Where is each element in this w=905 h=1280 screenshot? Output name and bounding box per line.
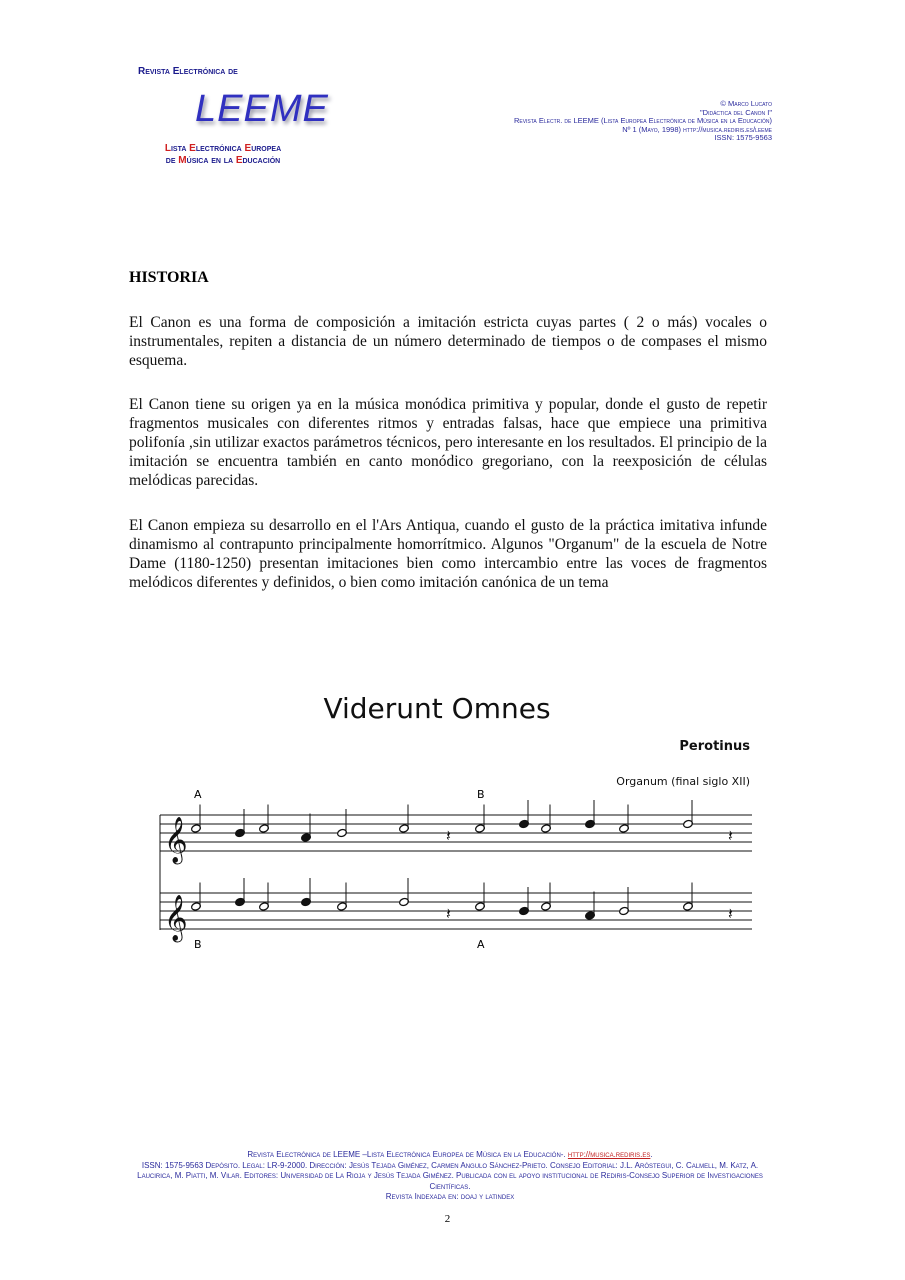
score-subtitle: Organum (final siglo XII): [616, 775, 750, 788]
staves: [160, 800, 752, 943]
header-citation: © Marco Lucato "Didáctica del Canon I" Revista Electr. de LEEME (Lista Europea Electrónica de Música en la Educación) Nº 1 (Mayo, 1998) http://musica.rediris.es/leeme ISSN: 1575-9563: [513, 99, 772, 142]
logo-leeme: LEEME: [195, 88, 329, 130]
section-heading: HISTORIA: [129, 269, 209, 286]
paragraph-1: El Canon es una forma de composición a imitación estricta cuyas partes ( 2 o más) vocales o instrumentales, repiten a distancia de un número determinado de tiempos o de compases el mismo esquema.: [129, 314, 767, 369]
rest-icon: 𝄽: [728, 904, 733, 923]
label-b-bottom: B: [194, 938, 202, 951]
footer-link[interactable]: http://musica.rediris.es: [567, 1150, 651, 1159]
rest-icon: 𝄽: [446, 826, 451, 845]
rest-icon: 𝄽: [728, 826, 733, 845]
score-title: Viderunt Omnes: [323, 692, 551, 725]
footer: Revista Electrónica de LEEME –Lista Electrónica Europea de Música en la Educación-. http://musica.rediris.es. ISSN: 1575-9563 Depósito. Legal: LR-9-2000. Dirección: Jesús Tejada Giménez, Carmen Angulo Sánchez-Prieto. Consejo Editorial: J.L. Aróstegui, C. Calmell, M. Katz, A. Laucirica, M. Piatti, M. Vilar. Editores: Universidad de La Rioja y Jesús Tejada Giménez. Publicada con el apoyo institucional de Rediris-Consejo Superior de Investigaciones Científicas. Revista Indexada en: doaj y latindex: [137, 1150, 763, 1201]
paragraph-3: El Canon empieza su desarrollo en el l'Ars Antiqua, cuando el gusto de la práctica imitativa infunde dinamismo al contrapunto principalmente homorrítmico. Algunos "Organum" de la escuela de Notre Dame (1180-1250) presentan imitaciones bien como intercambio entre las voces de fragmentos melódicos diferentes y definidos, o bien como imitación canónica de un tema: [129, 517, 767, 591]
label-a-bottom: A: [477, 938, 485, 951]
logo-subtitle: Lista Electrónica Europea de Música en la Educación: [164, 143, 282, 166]
paragraph-2: El Canon tiene su origen ya en la música monódica primitiva y popular, donde el gusto de repetir fragmentos musicales con diferentes ritmos y entradas falsas, hace que empiece una primitiva polifonía ,sin utilizar exactos parámetros técnicos, pero interesante en los resultados. El principio de la imitación se encuentra también en canto monódico gregoriano, con la reexposición de células melódicas parecidas.: [129, 396, 767, 489]
treble-clef-icon: 𝄞: [164, 817, 188, 863]
label-a-top: A: [194, 788, 202, 801]
page-number: 2: [444, 1213, 451, 1225]
label-b-top: B: [477, 788, 485, 801]
score-composer: Perotinus: [679, 739, 750, 754]
rest-icon: 𝄽: [446, 904, 451, 923]
logo-top-text: Revista Electrónica de: [138, 66, 238, 77]
treble-clef-icon: 𝄞: [164, 895, 188, 941]
score-figure: [0, 680, 905, 970]
